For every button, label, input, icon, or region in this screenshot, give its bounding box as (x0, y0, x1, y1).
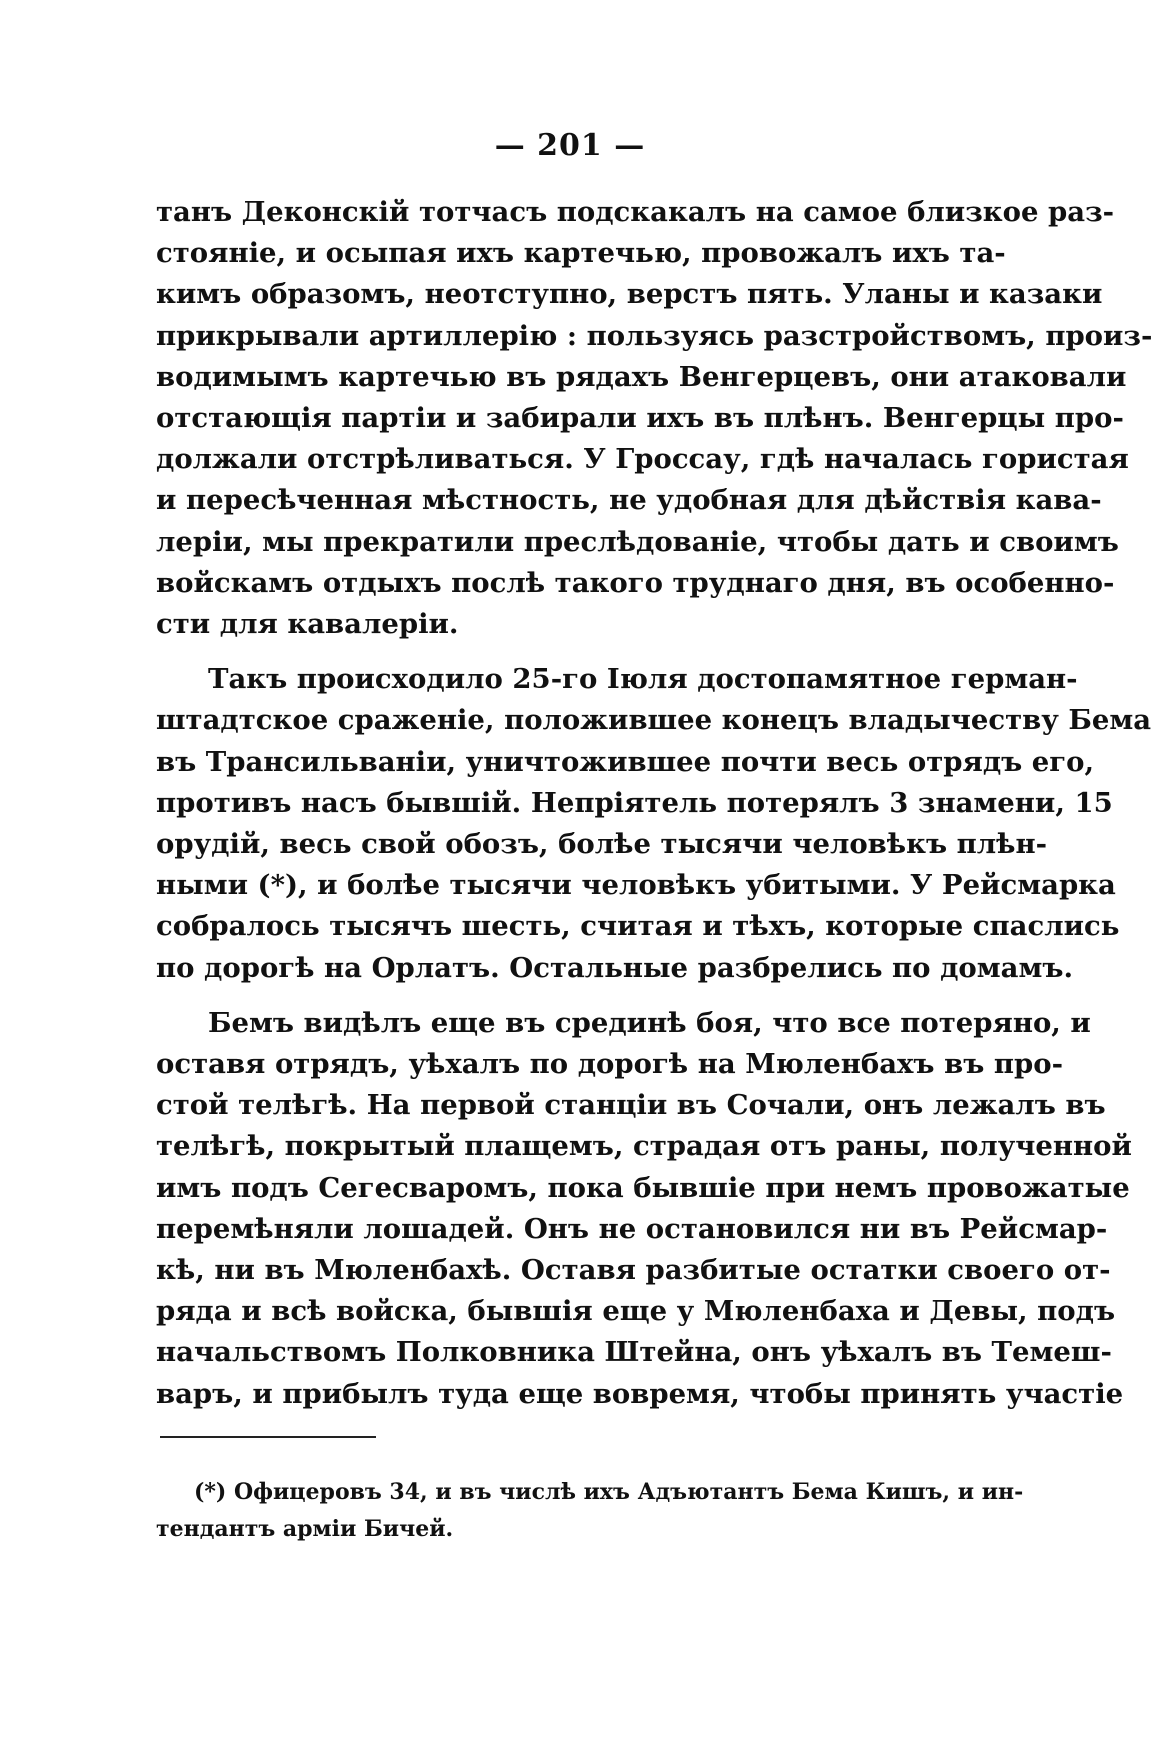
text-line: начальствомъ Полковника Штейна, онъ уѣхалъ въ Темеш- (156, 1336, 1112, 1369)
footnote-line: (*) Офицеровъ 34, и въ числѣ ихъ Адъютантъ Бема Кишъ, и ин- (194, 1479, 1024, 1505)
page-number: — 201 — (494, 128, 646, 163)
text-line: войскамъ отдыхъ послѣ такого труднаго дня, въ особенно- (156, 566, 1115, 599)
text-line: имъ подъ Сегесваромъ, пока бывшіе при немъ провожатые (156, 1171, 1130, 1204)
text-line: Такъ происходило 25-го Іюля достопамятное герман- (208, 663, 1078, 696)
paragraph-3 (156, 1003, 1132, 1415)
text-line: кѣ, ни въ Мюленбахѣ. Оставя разбитые остатки своего от- (156, 1254, 1111, 1287)
text-line: орудій, весь свой обозъ, болѣе тысячи человѣкъ плѣн- (156, 828, 1048, 861)
paragraph-1 (156, 192, 1152, 645)
text-line: должали отстрѣливаться. У Гроссау, гдѣ началась гористая (156, 443, 1129, 476)
text-line: по дорогѣ на Орлатъ. Остальные разбрелись по домамъ. (156, 951, 1074, 984)
text-line: прикрывали артиллерію : пользуясь разстройствомъ, произ- (156, 319, 1152, 352)
text-line: оставя отрядъ, уѣхалъ по дорогѣ на Мюленбахъ въ про- (156, 1048, 1063, 1081)
text-line: отстающія партіи и забирали ихъ въ плѣнъ. Венгерцы про- (156, 402, 1124, 435)
text-line: варъ, и прибылъ туда еще вовремя, чтобы принять участіе (156, 1377, 1124, 1410)
footnote-line: тендантъ арміи Бичей. (156, 1516, 454, 1542)
text-line: стояніе, и осыпая ихъ картечью, провожалъ ихъ та- (156, 237, 1006, 270)
text-line: кимъ образомъ, неотступно, верстъ пять. Уланы и казаки (156, 278, 1103, 311)
text-line: ряда и всѣ войска, бывшія еще у Мюленбаха и Девы, подъ (156, 1295, 1116, 1328)
text-line: танъ Деконскій тотчасъ подскакалъ на самое близкое раз- (156, 196, 1115, 228)
text-line: собралось тысячъ шесть, считая и тѣхъ, которые спаслись (156, 910, 1120, 943)
footnote (156, 1474, 1024, 1548)
text-line: перемѣняли лошадей. Онъ не остановился ни въ Рейсмар- (156, 1212, 1108, 1245)
body-text (156, 192, 1152, 1415)
text-line: стой телѣгѣ. На первой станціи въ Сочали, онъ лежалъ въ (156, 1089, 1106, 1122)
text-line: Бемъ видѣлъ еще въ срединѣ боя, что все потеряно, и (208, 1006, 1091, 1039)
text-line: сти для кавалеріи. (156, 608, 459, 641)
footnote-divider (160, 1436, 376, 1438)
text-line: противъ насъ бывшій. Непріятель потерялъ 3 знамени, 15 (156, 786, 1113, 819)
text-line: водимымъ картечью въ рядахъ Венгерцевъ, они атаковали (156, 360, 1127, 393)
text-line: и пересѣченная мѣстность, не удобная для дѣйствія кава- (156, 484, 1102, 517)
paragraph-2 (156, 659, 1152, 989)
text-line: телѣгѣ, покрытый плащемъ, страдая отъ раны, полученной (156, 1130, 1132, 1163)
text-line: леріи, мы прекратили преслѣдованіе, чтобы дать и своимъ (156, 525, 1119, 558)
text-line: въ Трансильваніи, уничтожившее почти весь отрядъ его, (156, 745, 1095, 778)
text-line: ными (*), и болѣе тысячи человѣкъ убитыми. У Рейсмарка (156, 869, 1116, 902)
text-line: штадтское сраженіе, положившее конецъ владычеству Бема (156, 704, 1152, 737)
